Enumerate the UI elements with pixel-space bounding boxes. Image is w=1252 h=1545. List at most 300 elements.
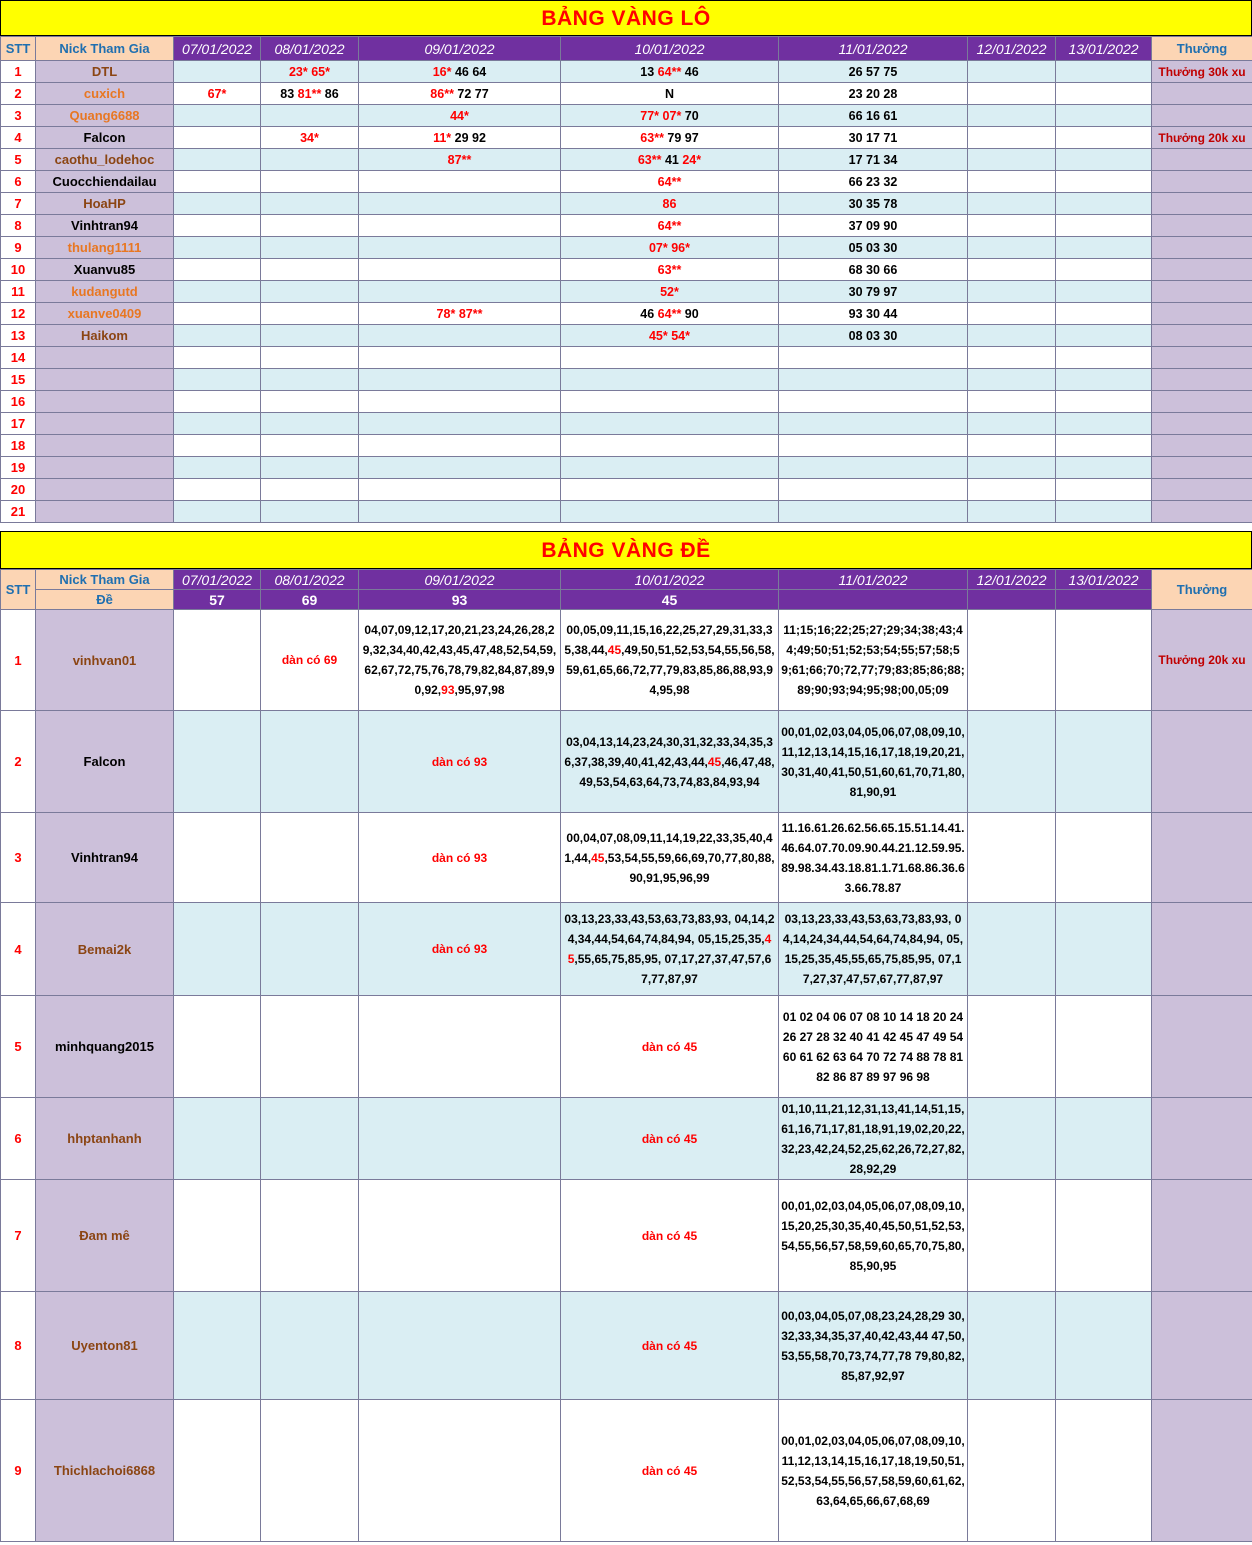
lo-table-row: [1, 171, 1252, 193]
de-header-nick: Nick Tham Gia: [36, 570, 174, 590]
lo-header-date: 08/01/2022: [261, 37, 359, 61]
lo-value-cell: [359, 171, 561, 193]
lo-thuong-cell: [1152, 501, 1252, 523]
de-header-date: 10/01/2022: [561, 570, 779, 590]
lo-table-row: [1, 61, 1252, 83]
lo-value-cell: [968, 61, 1056, 83]
lo-value-cell: [174, 237, 261, 259]
lo-stt-cell: 6: [1, 171, 36, 193]
lo-table-row: [1, 259, 1252, 281]
de-value-cell: dàn có 93: [359, 903, 561, 996]
lo-value-cell: 83 81** 86: [261, 83, 359, 105]
de-value-cell: dàn có 45: [561, 996, 779, 1098]
lo-stt-cell: 20: [1, 479, 36, 501]
lo-value-cell: 68 30 66: [779, 259, 968, 281]
de-nick-cell: Thichlachoi6868: [36, 1400, 174, 1542]
lo-nick-cell: [36, 501, 174, 523]
lo-value-cell: [174, 479, 261, 501]
lo-stt-cell: 15: [1, 369, 36, 391]
de-stt-cell: 2: [1, 711, 36, 813]
lo-value-cell: [261, 325, 359, 347]
lo-nick-cell: Quang6688: [36, 105, 174, 127]
lo-value-cell: [359, 237, 561, 259]
lo-stt-cell: 3: [1, 105, 36, 127]
de-stt-cell: 5: [1, 996, 36, 1098]
lo-value-cell: 16* 46 64: [359, 61, 561, 83]
lo-value-cell: [359, 281, 561, 303]
de-table-row: [1, 1180, 1252, 1292]
de-value-cell: [174, 711, 261, 813]
lo-value-cell: [174, 259, 261, 281]
lo-value-cell: [779, 413, 968, 435]
de-value-cell: [359, 1400, 561, 1542]
lo-value-cell: 23* 65*: [261, 61, 359, 83]
lo-value-cell: [261, 369, 359, 391]
de-value-cell: [968, 813, 1056, 903]
lo-table-row: [1, 479, 1252, 501]
lo-value-cell: [968, 127, 1056, 149]
lo-value-cell: [174, 325, 261, 347]
lo-table-row: [1, 501, 1252, 523]
lo-table-row: [1, 391, 1252, 413]
de-value-cell: [1056, 996, 1152, 1098]
de-header-row: [1, 570, 1252, 590]
lo-value-cell: [1056, 237, 1152, 259]
lo-thuong-cell: [1152, 435, 1252, 457]
de-thuong-cell: [1152, 1180, 1252, 1292]
lo-value-cell: [261, 149, 359, 171]
lo-table-row: [1, 347, 1252, 369]
de-table-body: [1, 610, 1252, 1542]
lo-value-cell: N: [561, 83, 779, 105]
de-value-cell: [968, 903, 1056, 996]
lo-value-cell: [261, 303, 359, 325]
lo-value-cell: [1056, 215, 1152, 237]
lo-value-cell: [968, 281, 1056, 303]
lo-value-cell: 05 03 30: [779, 237, 968, 259]
lo-table-row: [1, 457, 1252, 479]
lo-value-cell: [261, 457, 359, 479]
lo-value-cell: [968, 391, 1056, 413]
lo-stt-cell: 19: [1, 457, 36, 479]
lo-nick-cell: [36, 413, 174, 435]
lo-nick-cell: [36, 457, 174, 479]
de-table-row: [1, 610, 1252, 711]
lo-value-cell: [174, 105, 261, 127]
de-value-cell: [1056, 813, 1152, 903]
lo-table-row: [1, 215, 1252, 237]
de-value-cell: [174, 1400, 261, 1542]
de-header-de-label: Đề: [36, 590, 174, 610]
lo-value-cell: [359, 369, 561, 391]
lo-value-cell: [261, 281, 359, 303]
lo-value-cell: [968, 171, 1056, 193]
de-thuong-cell: [1152, 813, 1252, 903]
lo-value-cell: 64**: [561, 215, 779, 237]
lo-stt-cell: 14: [1, 347, 36, 369]
de-value-cell: [174, 1098, 261, 1180]
de-table-row: [1, 1400, 1252, 1542]
lo-nick-cell: thulang1111: [36, 237, 174, 259]
de-value-cell: 00,03,04,05,07,08,23,24,28,29 30,32,33,34,35,37,40,42,43,44 47,50,53,55,58,70,73,74,77,78 79,80,82,85,87,92,97: [779, 1292, 968, 1400]
lo-stt-cell: 12: [1, 303, 36, 325]
lo-table-row: [1, 193, 1252, 215]
lo-value-cell: 08 03 30: [779, 325, 968, 347]
lo-value-cell: [261, 479, 359, 501]
lo-value-cell: 93 30 44: [779, 303, 968, 325]
lo-value-cell: [1056, 83, 1152, 105]
lo-value-cell: [261, 171, 359, 193]
lo-value-cell: [174, 61, 261, 83]
de-nick-cell: Bemai2k: [36, 903, 174, 996]
lo-stt-cell: 4: [1, 127, 36, 149]
lo-value-cell: 11* 29 92: [359, 127, 561, 149]
de-header-thuong: Thưởng: [1152, 570, 1252, 610]
de-header-date: 11/01/2022: [779, 570, 968, 590]
lo-thuong-cell: [1152, 325, 1252, 347]
lo-value-cell: [174, 457, 261, 479]
lo-nick-cell: [36, 391, 174, 413]
lo-stt-cell: 7: [1, 193, 36, 215]
section-gap: [0, 523, 1252, 531]
lo-value-cell: 87**: [359, 149, 561, 171]
de-value-cell: 11;15;16;22;25;27;29;34;38;43;44;49;50;51;52;53;54;55;57;58;59;61;66;70;72,77;79;83;85;86;88;89;90;93;94;95;98;00,05;09: [779, 610, 968, 711]
de-value-cell: [174, 813, 261, 903]
lo-value-cell: [174, 193, 261, 215]
lo-nick-cell: Xuanvu85: [36, 259, 174, 281]
lo-stt-cell: 17: [1, 413, 36, 435]
de-value-cell: 03,13,23,33,43,53,63,73,83,93, 04,14,24,34,44,54,64,74,84,94, 05,15,25,35,45,55,65,75,85,95, 07,17,27,37,47,57,67,77,87,97: [561, 903, 779, 996]
de-value-cell: [1056, 711, 1152, 813]
lo-value-cell: [1056, 259, 1152, 281]
de-result-value: [968, 590, 1056, 610]
lo-value-cell: 37 09 90: [779, 215, 968, 237]
de-table-row: [1, 1098, 1252, 1180]
lo-header-date: 09/01/2022: [359, 37, 561, 61]
de-stt-cell: 1: [1, 610, 36, 711]
lo-table-row: [1, 325, 1252, 347]
de-nick-cell: Falcon: [36, 711, 174, 813]
lo-nick-cell: [36, 347, 174, 369]
lo-thuong-cell: Thưởng 30k xu: [1152, 61, 1252, 83]
lo-nick-cell: xuanve0409: [36, 303, 174, 325]
de-result-value: 45: [561, 590, 779, 610]
de-thuong-cell: Thưởng 20k xu: [1152, 610, 1252, 711]
lo-value-cell: [561, 435, 779, 457]
de-value-cell: [968, 610, 1056, 711]
lo-value-cell: 86** 72 77: [359, 83, 561, 105]
lo-value-cell: [561, 369, 779, 391]
lo-value-cell: [174, 303, 261, 325]
lo-value-cell: [1056, 149, 1152, 171]
de-value-cell: [1056, 1400, 1152, 1542]
lo-value-cell: [359, 501, 561, 523]
de-value-cell: [968, 1400, 1056, 1542]
lo-value-cell: 52*: [561, 281, 779, 303]
lo-value-cell: [359, 457, 561, 479]
lo-value-cell: [359, 479, 561, 501]
lo-value-cell: [968, 479, 1056, 501]
lo-nick-cell: [36, 479, 174, 501]
de-nick-cell: Đam mê: [36, 1180, 174, 1292]
lo-value-cell: [261, 259, 359, 281]
lo-value-cell: [779, 457, 968, 479]
lo-value-cell: 07* 96*: [561, 237, 779, 259]
lo-value-cell: [261, 105, 359, 127]
lo-value-cell: [261, 193, 359, 215]
de-value-cell: [261, 1180, 359, 1292]
de-thuong-cell: [1152, 1400, 1252, 1542]
lo-table-row: [1, 281, 1252, 303]
lo-value-cell: [779, 391, 968, 413]
de-value-cell: [261, 711, 359, 813]
lo-stt-cell: 8: [1, 215, 36, 237]
de-value-cell: [174, 610, 261, 711]
de-value-cell: 04,07,09,12,17,20,21,23,24,26,28,29,32,34,40,42,43,45,47,48,52,54,59,62,67,72,75,76,78,79,82,84,87,89,90,92,93,95,97,98: [359, 610, 561, 711]
lo-header-date: 11/01/2022: [779, 37, 968, 61]
lo-value-cell: [359, 347, 561, 369]
de-value-cell: dàn có 93: [359, 711, 561, 813]
de-table-row: [1, 1292, 1252, 1400]
lo-value-cell: 13 64** 46: [561, 61, 779, 83]
lo-nick-cell: HoaHP: [36, 193, 174, 215]
lo-value-cell: 17 71 34: [779, 149, 968, 171]
lo-value-cell: [261, 215, 359, 237]
lo-value-cell: [261, 391, 359, 413]
de-header-date: 08/01/2022: [261, 570, 359, 590]
lo-value-cell: 86: [561, 193, 779, 215]
de-header-date: 13/01/2022: [1056, 570, 1152, 590]
de-value-cell: [359, 1180, 561, 1292]
de-nick-cell: vinhvan01: [36, 610, 174, 711]
lo-value-cell: [779, 479, 968, 501]
lo-value-cell: [968, 501, 1056, 523]
lo-value-cell: [1056, 281, 1152, 303]
lo-table-row: [1, 303, 1252, 325]
de-value-cell: dàn có 93: [359, 813, 561, 903]
lo-stt-cell: 11: [1, 281, 36, 303]
de-title: BẢNG VÀNG ĐỀ: [0, 531, 1252, 569]
lo-stt-cell: 5: [1, 149, 36, 171]
lo-value-cell: 45* 54*: [561, 325, 779, 347]
lo-value-cell: [174, 391, 261, 413]
lo-stt-cell: 16: [1, 391, 36, 413]
lo-value-cell: 66 16 61: [779, 105, 968, 127]
de-stt-cell: 6: [1, 1098, 36, 1180]
lo-nick-cell: Haikom: [36, 325, 174, 347]
de-value-cell: [1056, 903, 1152, 996]
lo-value-cell: [1056, 369, 1152, 391]
lo-table-row: [1, 435, 1252, 457]
lo-nick-cell: [36, 369, 174, 391]
lo-value-cell: 78* 87**: [359, 303, 561, 325]
lo-header-date: 13/01/2022: [1056, 37, 1152, 61]
lo-value-cell: [261, 435, 359, 457]
lo-value-cell: [174, 369, 261, 391]
lo-value-cell: [968, 215, 1056, 237]
de-result-value: [1056, 590, 1152, 610]
lo-value-cell: [261, 347, 359, 369]
lo-value-cell: [968, 347, 1056, 369]
lo-table-row: [1, 83, 1252, 105]
lo-table-body: [1, 61, 1252, 523]
lo-value-cell: 46 64** 90: [561, 303, 779, 325]
de-value-cell: [359, 1292, 561, 1400]
lo-value-cell: [359, 413, 561, 435]
de-nick-cell: hhptanhanh: [36, 1098, 174, 1180]
de-stt-cell: 3: [1, 813, 36, 903]
lo-value-cell: [1056, 391, 1152, 413]
de-value-cell: dàn có 45: [561, 1180, 779, 1292]
lo-value-cell: [779, 347, 968, 369]
lo-value-cell: [968, 259, 1056, 281]
de-value-cell: [261, 903, 359, 996]
de-value-cell: [1056, 1180, 1152, 1292]
de-table-row: [1, 813, 1252, 903]
lo-value-cell: 64**: [561, 171, 779, 193]
lo-value-cell: [968, 105, 1056, 127]
lo-thuong-cell: [1152, 303, 1252, 325]
lo-stt-cell: 13: [1, 325, 36, 347]
lo-table: [0, 36, 1252, 523]
lo-value-cell: [968, 369, 1056, 391]
de-value-cell: 00,01,02,03,04,05,06,07,08,09,10,11,12,13,14,15,16,17,18,19,50,51,52,53,54,55,56,57,58,59,60,61,62,63,64,65,66,67,68,69: [779, 1400, 968, 1542]
lo-title: BẢNG VÀNG LÔ: [0, 0, 1252, 36]
lo-stt-cell: 10: [1, 259, 36, 281]
lo-value-cell: 30 79 97: [779, 281, 968, 303]
lo-value-cell: [968, 193, 1056, 215]
lo-thuong-cell: [1152, 281, 1252, 303]
lo-value-cell: [261, 237, 359, 259]
lo-value-cell: [174, 281, 261, 303]
lo-value-cell: [359, 215, 561, 237]
lo-value-cell: 44*: [359, 105, 561, 127]
lo-value-cell: [779, 369, 968, 391]
lo-value-cell: [359, 193, 561, 215]
lo-stt-cell: 2: [1, 83, 36, 105]
de-value-cell: [261, 1098, 359, 1180]
de-value-cell: [1056, 1292, 1152, 1400]
lo-value-cell: [1056, 435, 1152, 457]
de-header-date: 12/01/2022: [968, 570, 1056, 590]
lo-value-cell: [1056, 413, 1152, 435]
de-result-value: 93: [359, 590, 561, 610]
lo-table-row: [1, 413, 1252, 435]
de-value-cell: dàn có 45: [561, 1098, 779, 1180]
lo-header-thuong: Thưởng: [1152, 37, 1252, 61]
lo-thuong-cell: [1152, 391, 1252, 413]
lo-nick-cell: Cuocchiendailau: [36, 171, 174, 193]
de-value-cell: [1056, 610, 1152, 711]
de-stt-cell: 4: [1, 903, 36, 996]
lo-value-cell: 67*: [174, 83, 261, 105]
de-header-stt: STT: [1, 570, 36, 610]
de-value-cell: dàn có 69: [261, 610, 359, 711]
de-thuong-cell: [1152, 903, 1252, 996]
lo-nick-cell: Vinhtran94: [36, 215, 174, 237]
lo-value-cell: [1056, 105, 1152, 127]
de-value-cell: [174, 1292, 261, 1400]
de-result-row: [1, 590, 1252, 610]
lo-value-cell: [1056, 193, 1152, 215]
de-value-cell: 03,04,13,14,23,24,30,31,32,33,34,35,36,37,38,39,40,41,42,43,44,45,46,47,48,49,53,54,63,64,73,74,83,84,93,94: [561, 711, 779, 813]
lo-value-cell: [1056, 457, 1152, 479]
lo-table-row: [1, 149, 1252, 171]
de-value-cell: [968, 1180, 1056, 1292]
de-nick-cell: Vinhtran94: [36, 813, 174, 903]
de-stt-cell: 7: [1, 1180, 36, 1292]
de-value-cell: [261, 1292, 359, 1400]
lo-value-cell: [1056, 325, 1152, 347]
lo-value-cell: [359, 259, 561, 281]
lo-value-cell: [1056, 347, 1152, 369]
de-thuong-cell: [1152, 711, 1252, 813]
lo-nick-cell: Falcon: [36, 127, 174, 149]
de-value-cell: [968, 996, 1056, 1098]
de-value-cell: [261, 996, 359, 1098]
lo-header-date: 07/01/2022: [174, 37, 261, 61]
lo-header-date: 12/01/2022: [968, 37, 1056, 61]
de-value-cell: 11.16.61.26.62.56.65.15.51.14.41.46.64.07.70.09.90.44.21.12.59.95.89.98.34.43.18.81.1.71.68.86.36.63.66.78.87: [779, 813, 968, 903]
de-table-row: [1, 903, 1252, 996]
lo-thuong-cell: [1152, 215, 1252, 237]
lo-value-cell: [968, 457, 1056, 479]
lo-value-cell: [968, 237, 1056, 259]
lo-thuong-cell: [1152, 171, 1252, 193]
lo-value-cell: [779, 435, 968, 457]
lo-thuong-cell: [1152, 193, 1252, 215]
de-value-cell: 03,13,23,33,43,53,63,73,83,93, 04,14,24,34,44,54,64,74,84,94, 05,15,25,35,45,55,65,75,85,95, 07,17,27,37,47,57,67,77,87,97: [779, 903, 968, 996]
lo-value-cell: 63** 41 24*: [561, 149, 779, 171]
lo-thuong-cell: [1152, 149, 1252, 171]
lo-nick-cell: kudangutd: [36, 281, 174, 303]
de-result-value: 57: [174, 590, 261, 610]
lo-value-cell: [174, 347, 261, 369]
lo-nick-cell: cuxich: [36, 83, 174, 105]
lo-value-cell: [174, 413, 261, 435]
de-value-cell: [359, 996, 561, 1098]
lo-value-cell: [779, 501, 968, 523]
lo-thuong-cell: [1152, 457, 1252, 479]
lo-thuong-cell: [1152, 259, 1252, 281]
lo-value-cell: [968, 413, 1056, 435]
de-value-cell: 00,01,02,03,04,05,06,07,08,09,10,11,12,13,14,15,16,17,18,19,20,21,30,31,40,41,50,51,60,61,70,71,80,81,90,91: [779, 711, 968, 813]
lo-thuong-cell: [1152, 347, 1252, 369]
lo-value-cell: [174, 149, 261, 171]
de-header-date: 09/01/2022: [359, 570, 561, 590]
lo-stt-cell: 1: [1, 61, 36, 83]
lo-stt-cell: 21: [1, 501, 36, 523]
lo-value-cell: [174, 127, 261, 149]
lo-table-row: [1, 369, 1252, 391]
de-result-value: [779, 590, 968, 610]
lo-value-cell: [968, 303, 1056, 325]
lo-stt-cell: 18: [1, 435, 36, 457]
lo-nick-cell: DTL: [36, 61, 174, 83]
lo-value-cell: 66 23 32: [779, 171, 968, 193]
lo-value-cell: [359, 435, 561, 457]
lo-thuong-cell: [1152, 413, 1252, 435]
lo-nick-cell: [36, 435, 174, 457]
lo-value-cell: [968, 325, 1056, 347]
de-value-cell: [261, 813, 359, 903]
lo-nick-cell: caothu_lodehoc: [36, 149, 174, 171]
lo-value-cell: 63**: [561, 259, 779, 281]
lo-value-cell: [561, 501, 779, 523]
de-nick-cell: Uyenton81: [36, 1292, 174, 1400]
lo-value-cell: [1056, 501, 1152, 523]
lo-thuong-cell: [1152, 83, 1252, 105]
